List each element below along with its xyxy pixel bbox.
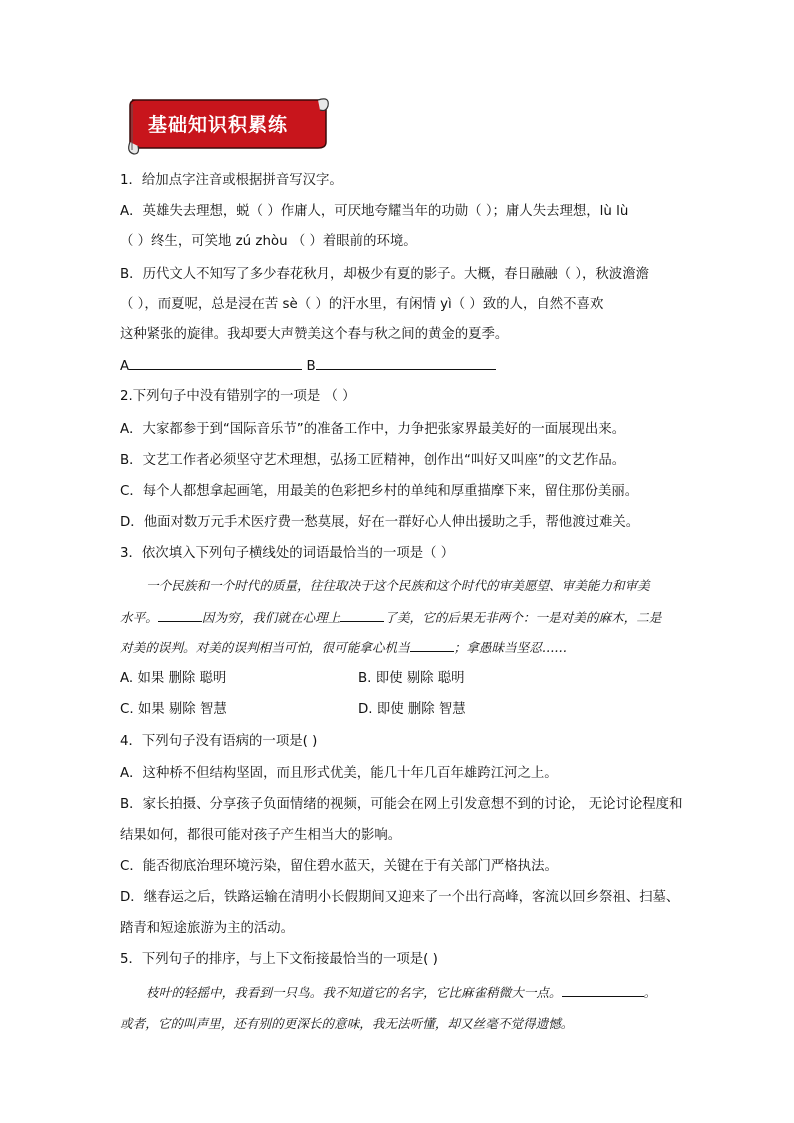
q3-stem: 3．依次填入下列句子横线处的词语最恰当的一项是（ ） [120, 546, 455, 561]
q1-a-line1: A．英雄失去理想，蜕（ ）作庸人，可厌地夸耀当年的功勋（ ）；庸人失去理想，lù lù [120, 204, 629, 219]
q1-answer-a-blank[interactable] [129, 356, 302, 370]
q3-option-d: D. 即使 删除 智慧 [358, 702, 466, 717]
q5-blank[interactable] [562, 983, 644, 997]
q1-b-line2: （ ），而夏呢，总是浸在苦 sè（ ）的汗水里，有闲情 yì（ ）致的人，自然不喜欢 [120, 297, 604, 312]
q1-stem: 1．给加点字注音或根据拼音写汉字。 [120, 173, 343, 188]
q4-option-b-line2: 结果如何，都很可能对孩子产生相当大的影响。 [120, 828, 402, 843]
q4-option-b-line1: B．家长拍摄、分享孩子负面情绪的视频，可能会在网上引发意想不到的讨论， 无论讨论程度和 [120, 797, 683, 812]
q3-blank-2[interactable] [340, 608, 384, 622]
q3-option-a: A. 如果 删除 聪明 [120, 671, 227, 686]
q3-p2-part1: 水平。 [120, 610, 158, 625]
q1-answer-b-blank[interactable] [316, 356, 496, 370]
q3-passage-line2 [120, 608, 661, 628]
q3-option-b: B. 即使 剔除 聪明 [358, 671, 465, 686]
q3-option-c: C. 如果 剔除 智慧 [120, 702, 227, 717]
q1-answer-b-label: B [306, 359, 316, 374]
q4-option-c: C．能否彻底治理环境污染，留住碧水蓝天，关键在于有关部门严格执法。 [120, 859, 558, 874]
q3-passage-line3 [120, 638, 567, 658]
q1-a-line2: （ ）终生，可笑地 zú zhòu （ ）着眼前的环境。 [120, 234, 417, 249]
q3-blank-1[interactable] [158, 608, 202, 622]
q4-option-d-line1: D．继春运之后，铁路运输在清明小长假期间又迎来了一个出行高峰，客流以回乡祭祖、扫墓、 [120, 890, 680, 905]
section-banner [126, 92, 331, 156]
q3-p3-part1: 对美的误判。对美的误判相当可怕，很可能拿心机当 [120, 640, 410, 655]
q4-option-d-line2: 踏青和短途旅游为主的活动。 [120, 921, 295, 936]
q5-p1-end: 。 [643, 985, 657, 1000]
banner-title: 基础知识积累练 [148, 114, 289, 136]
q2-option-c: C．每个人都想拿起画笔，用最美的色彩把乡村的单纯和厚重描摩下来，留住那份美丽。 [120, 484, 639, 499]
q1-b-line1: B．历代文人不知写了多少春花秋月，却极少有夏的影子。大概，春日融融（ ），秋波澹澹 [120, 267, 649, 282]
q5-passage-line1 [146, 983, 656, 1003]
q1-answer-row [120, 356, 496, 377]
q3-blank-3[interactable] [410, 638, 454, 652]
q3-options-row1 [120, 669, 226, 689]
q2-option-a: A．大家都参于到“国际音乐节”的准备工作中，力争把张家界最美好的一面展现出来。 [120, 422, 626, 437]
q5-stem: 5．下列句子的排序，与上下文衔接最恰当的一项是( ) [120, 952, 438, 967]
q3-passage-line1: 一个民族和一个时代的质量，往往取决于这个民族和这个时代的审美愿望、审美能力和审美 [146, 578, 650, 593]
q5-p1-text: 枝叶的轻摇中，我看到一只鸟。我不知道它的名字，它比麻雀稍微大一点。 [146, 985, 562, 1000]
q3-p3-part2: ；拿愚昧当坚忍…… [453, 640, 567, 655]
q3-p2-part3: 了美，它的后果无非两个：一是对美的麻木，二是 [384, 610, 662, 625]
q2-option-d: D．他面对数万元手术医疗费一愁莫展，好在一群好心人伸出援助之手，帮他渡过难关。 [120, 515, 640, 530]
q5-passage-line2: 或者，它的叫声里，还有别的更深长的意味，我无法听懂，却又丝毫不觉得遗憾。 [120, 1016, 574, 1031]
q2-option-b: B．文艺工作者必须坚守艺术理想，弘扬工匠精神，创作出“叫好又叫座”的文艺作品。 [120, 453, 626, 468]
q4-stem: 4．下列句子没有语病的一项是( ) [120, 734, 318, 749]
q4-option-a: A．这种桥不但结构坚固，而且形式优美，能几十年几百年雄跨江河之上。 [120, 766, 558, 781]
q1-answer-a-label: A [120, 359, 130, 374]
q2-stem: 2.下列句子中没有错别字的一项是 （ ） [120, 389, 356, 404]
q3-p2-part2: 因为穷，我们就在心理上 [201, 610, 341, 625]
q1-b-line3: 这种紧张的旋律。我却要大声赞美这个春与秋之间的黄金的夏季。 [120, 327, 509, 342]
